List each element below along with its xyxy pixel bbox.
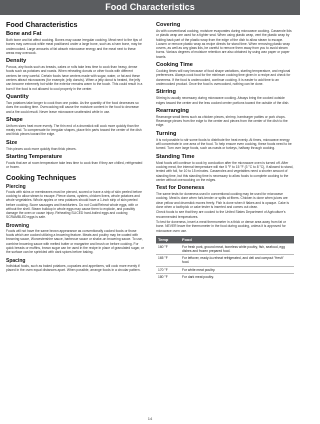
page-banner: Food Characteristics: [0, 0, 300, 15]
heading-rearranging: Rearranging: [156, 107, 189, 114]
page-number: 14: [147, 416, 153, 421]
text-doneness-2: Check foods to see that they are cooked to the United States Department of Agriculture's recommended temperatures.: [156, 210, 286, 219]
text-cooking-time: Cooking times will vary because of food shape variations, starting temperature, and regional preferences. Always cook food for the minimum cooking time given in a recipe and check for doneness. If the food is undercooked, continue cooking. It is easier to add time to an undercooked product. Once the food is overcooked, nothing can be done.: [156, 69, 291, 86]
heading-starting-temperature: Starting Temperature: [6, 154, 63, 161]
left-column: [6, 20, 144, 275]
table-cell-food: For leftover, ready-to-reheat refrigerated, and deli and carryout "fresh" food.: [180, 255, 294, 266]
section-piercing: [6, 184, 144, 220]
section-test-doneness: [156, 185, 294, 233]
section-title-cooking-techniques: Cooking Techniques: [6, 172, 77, 182]
text-covering: As with conventional cooking, moisture evaporates during microwave cooking. Casserole lids or plastic wrap are used for a tighter seal. When using plastic wrap, vent the plastic wrap by folding back part of the plastic wrap from the edge of the dish to allow steam to escape. Loosen or remove plastic wrap as recipe directs for stand time. When removing plastic wrap covers, as well as any glass lids, be careful to remove them away from you to avoid steam burns. Various degrees of moisture retention are also obtained by using wax paper or paper towels.: [156, 29, 292, 59]
text-spacing: Individual foods, such as baked potatoes, cupcakes and appetizers, will cook more evenly if placed in the oven equal distances apart. When possible, arrange foods in a circular pattern.: [6, 263, 141, 272]
heading-cooking-time: Cooking Time: [156, 62, 193, 69]
temperature-table: [156, 236, 294, 280]
text-rearranging: Rearrange small items such as chicken pieces, shrimp, hamburger patties or pork chops. Rearrange pieces from the edge to the center and pieces from the center of the dish to the edge.: [156, 114, 288, 128]
text-piercing: Foods with skins or membranes must be pierced, scored or have a strip of skin peeled before cooking to allow steam to escape. Pierce clams, oysters, chicken livers, whole potatoes and whole vegetables. Whole apples or new potatoes should have a 1-inch strip of skin peeled before cooking. Score sausages and frankfurters. Do not Cook/Reheat whole eggs, with or without the shell. Steam buildup in whole eggs may cause them to explode, and possibly damage the oven or cause injury. Reheating SLICED hard-boiled eggs and cooking SCRAMBLED eggs is safe.: [6, 189, 142, 220]
text-standing-time: Most foods will continue to cook by conduction after the microwave oven is turned off. After cooking meat, the internal temperature will rise 5 °F to 15 °F (3 °C to 8 °C), if allowed to stand, tented with foil, for 10 to 15 minutes. Casseroles and vegetables need a shorter amount of standing time, but this standing time is necessary to allow foods to complete cooking to the center without overcooking on the edges.: [156, 160, 294, 182]
section-bone-fat: [6, 31, 144, 55]
heading-browning: Browning: [6, 222, 30, 229]
section-quantity: [6, 94, 144, 114]
heading-test-doneness: Test for Doneness: [156, 185, 205, 192]
table-cell-food: For white meat poultry.: [180, 266, 294, 273]
section-size: [6, 140, 144, 151]
heading-shape: Shape: [6, 116, 23, 123]
heading-density: Density: [6, 58, 27, 65]
section-stirring: [156, 89, 294, 105]
table-row: [156, 266, 294, 273]
table-row: [156, 273, 294, 280]
text-doneness-1: The same tests for doneness used in conventional cooking may be used for microwave cooking. Meat is done when fork-tender or splits at fibers. Chicken is done when juices are clear yellow and drumstick moves freely. Fish is done when it flakes and is opaque. Cake is done when a toothpick or cake tester is inserted and comes out clean.: [156, 192, 289, 210]
heading-spacing: Spacing: [6, 257, 26, 264]
section-density: [6, 58, 144, 91]
table-row: [156, 255, 294, 266]
section-title-food-characteristics: Food Characteristics: [6, 20, 78, 29]
text-shape: Uniform sizes heat more evenly. The thin end of a drumstick will cook more quickly than the meaty end. To compensate for irregular shapes, place thin parts toward the center of the dish and thick pieces toward the edge.: [6, 123, 142, 137]
table-cell-temp: 165 °F: [156, 255, 180, 266]
table-row: [156, 243, 294, 254]
table-cell-food: For fresh pork, ground meat, boneless white poultry, fish, seafood, egg dishes and frozen prepared food.: [180, 243, 294, 254]
section-rearranging: [156, 108, 294, 128]
heading-quantity: Quantity: [6, 93, 29, 100]
text-turning: It is not possible to stir some foods to distribute the heat evenly. At times, microwave energy will concentrate in one area of the food. To help ensure even cooking, these foods need to be turned. Turn over large foods, such as roasts or turkeys, halfway through cooking.: [156, 137, 292, 151]
text-browning: Foods will not have the same brown appearance as conventionally cooked foods or those foods which are cooked utilizing a browning feature. Meats and poultry may be coated with browning sauce, Worcestershire sauce, barbecue sauce or shake-on browning sauce. To use, combine browning sauce with melted butter or margarine and brush on before cooking. For quick breads or muffins, brown sugar can be used in the recipe in place of granulated sugar, or the surface can be sprinkled with dark spices before baking.: [6, 228, 144, 255]
header-temp: Temp: [156, 236, 180, 244]
table-cell-temp: 160 °F: [156, 243, 180, 254]
text-starting-temperature: Foods that are at room temperature take less time to cook than if they are chilled, refrigerated or frozen.: [6, 161, 143, 170]
text-bone-fat: Both bone and fat affect cooking. Bones may cause irregular cooking. Meat next to the tips of bones may overcook while meat positioned under a large bone, such as a ham bone, may be undercooked. Large amounts of fat absorb microwave energy and the meat next to these areas may overcook.: [6, 38, 142, 55]
right-column: [156, 20, 294, 280]
heading-turning: Turning: [156, 130, 177, 137]
header-food: Food: [180, 236, 294, 244]
table-cell-temp: 180 °F: [156, 273, 180, 280]
section-shape: [6, 117, 144, 137]
section-spacing: [6, 258, 144, 273]
text-size: Thin pieces cook more quickly than thick pieces.: [6, 146, 77, 151]
heading-standing-time: Standing Time: [156, 153, 195, 160]
text-quantity: Two potatoes take longer to cook than one potato. As the quantity of the food decreases so does the cooking time. Overcooking will cause the moisture content in the food to decrease and a fire could result. Never leave microwave unattended while in use.: [6, 100, 139, 114]
text-stirring: Stirring is usually necessary during microwave cooking. Always bring the cooked outside edges toward the center and the less cooked center portions toward the outside of the dish.: [156, 96, 290, 105]
text-density: Porous, airy foods such as breads, cakes or rolls take less time to cook than heavy, dense foods such as potatoes and roasts. When reheating donuts or other foods with different centers be very careful. Certain foods have centers made with sugar, water, or fat and these centers attract microwaves (for example, jelly donuts). When a jelly donut is heated, the jelly can become extremely hot while the exterior remains warm to the touch. This could result in a burn if the food is not allowed to cool properly in the center.: [6, 65, 143, 91]
section-starting-temperature: [6, 154, 144, 170]
text-doneness-3: To test for doneness, insert a meat thermometer in a thick or dense area away from fat or bone. NEVER leave the thermometer in the food during cooking, unless it is approved for microwave oven use.: [156, 219, 286, 233]
section-cooking-time: [156, 62, 294, 86]
heading-piercing: Piercing: [6, 183, 26, 190]
heading-size: Size: [6, 139, 18, 146]
table-cell-food: For dark meat poultry.: [180, 273, 294, 280]
section-covering: [156, 22, 294, 59]
heading-stirring: Stirring: [156, 89, 176, 96]
section-standing-time: [156, 154, 294, 182]
temperature-table-header: [156, 236, 294, 244]
section-turning: [156, 131, 294, 151]
heading-covering: Covering: [156, 22, 181, 28]
table-cell-temp: 170 °F: [156, 266, 180, 273]
section-browning: [6, 223, 144, 255]
heading-bone-fat: Bone and Fat: [6, 31, 42, 37]
